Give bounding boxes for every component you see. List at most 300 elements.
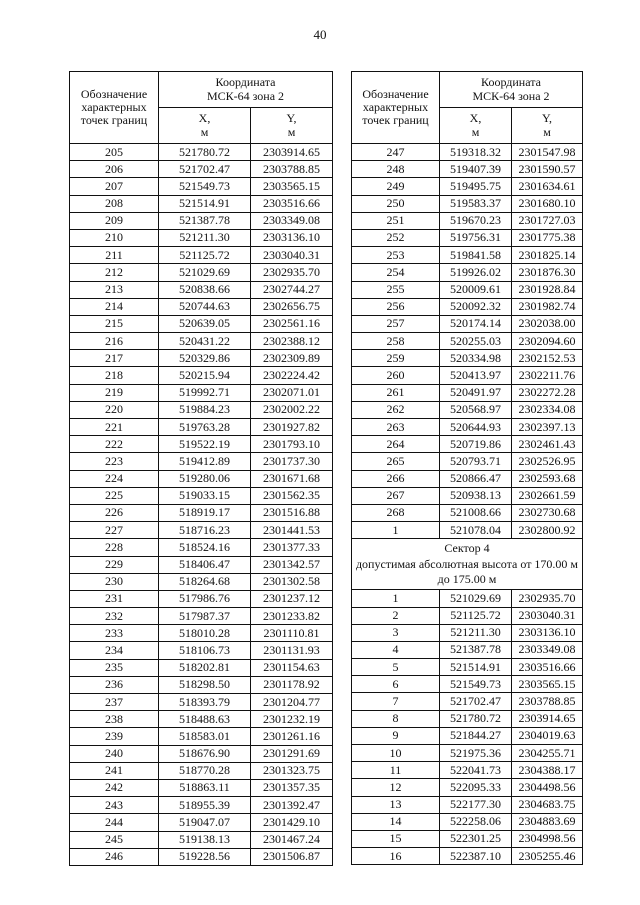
point-id-cell: 205 xyxy=(70,144,159,161)
y-unit: м xyxy=(543,124,551,139)
table-row xyxy=(352,315,583,332)
y-cell: 2303040.31 xyxy=(512,607,583,624)
y-cell: 2303136.10 xyxy=(512,624,583,641)
x-cell: 522041.73 xyxy=(440,762,512,779)
table-row xyxy=(70,229,333,246)
y-cell: 2303040.31 xyxy=(251,247,333,264)
y-header xyxy=(512,108,583,144)
coordinate-header xyxy=(159,72,333,108)
x-cell: 519992.71 xyxy=(159,384,251,401)
x-cell: 521514.91 xyxy=(159,195,251,212)
x-header xyxy=(440,108,512,144)
x-cell: 518106.73 xyxy=(159,642,251,659)
table-row xyxy=(352,745,583,762)
x-cell: 522095.33 xyxy=(440,779,512,796)
x-cell: 520255.03 xyxy=(440,333,512,350)
y-cell: 2303349.08 xyxy=(251,212,333,229)
y-cell: 2301154.63 xyxy=(251,659,333,676)
y-cell: 2301928.84 xyxy=(512,281,583,298)
point-id-cell: 249 xyxy=(352,178,440,195)
x-cell: 517987.37 xyxy=(159,608,251,625)
point-id-cell: 221 xyxy=(70,419,159,436)
coordinate-system-label: МСК-64 зона 2 xyxy=(206,88,285,103)
y-cell: 2301233.82 xyxy=(251,608,333,625)
point-id-cell: 265 xyxy=(352,453,440,470)
y-cell: 2301323.75 xyxy=(251,762,333,779)
x-cell: 521702.47 xyxy=(159,161,251,178)
y-cell: 2301131.93 xyxy=(251,642,333,659)
table-row xyxy=(352,659,583,676)
table-row xyxy=(352,453,583,470)
y-cell: 2304019.63 xyxy=(512,727,583,744)
table-row xyxy=(352,779,583,796)
point-id-cell: 238 xyxy=(70,711,159,728)
table-row xyxy=(352,590,583,607)
x-cell: 520009.61 xyxy=(440,281,512,298)
y-cell: 2303565.15 xyxy=(251,178,333,195)
y-cell: 2302071.01 xyxy=(251,384,333,401)
designation-header: Обозначение характерных точек границ xyxy=(352,72,440,144)
table-row xyxy=(70,779,333,796)
table-row xyxy=(70,384,333,401)
table-row xyxy=(352,796,583,813)
table-row xyxy=(352,848,583,865)
y-cell: 2301342.57 xyxy=(251,556,333,573)
point-id-cell: 222 xyxy=(70,436,159,453)
point-id-cell: 244 xyxy=(70,814,159,831)
y-cell: 2301261.16 xyxy=(251,728,333,745)
point-id-cell: 242 xyxy=(70,779,159,796)
point-id-cell: 237 xyxy=(70,694,159,711)
point-id-cell: 266 xyxy=(352,470,440,487)
y-cell: 2302152.53 xyxy=(512,350,583,367)
y-cell: 2301429.10 xyxy=(251,814,333,831)
x-cell: 520334.98 xyxy=(440,350,512,367)
y-cell: 2301291.69 xyxy=(251,745,333,762)
point-id-cell: 254 xyxy=(352,264,440,281)
x-cell: 518955.39 xyxy=(159,797,251,814)
point-id-cell: 235 xyxy=(70,659,159,676)
table-row xyxy=(70,676,333,693)
table-row xyxy=(352,161,583,178)
table-row xyxy=(352,298,583,315)
x-unit: м xyxy=(200,124,209,139)
x-cell: 522177.30 xyxy=(440,796,512,813)
x-unit: м xyxy=(471,124,480,139)
x-cell: 519884.23 xyxy=(159,401,251,418)
table-row xyxy=(70,522,333,539)
point-id-cell: 263 xyxy=(352,419,440,436)
y-cell: 2302656.75 xyxy=(251,298,333,315)
y-cell: 2303516.66 xyxy=(512,659,583,676)
y-cell: 2301237.12 xyxy=(251,590,333,607)
point-id-cell: 233 xyxy=(70,625,159,642)
point-id-cell: 206 xyxy=(70,161,159,178)
table-row xyxy=(70,694,333,711)
point-id-cell: 231 xyxy=(70,590,159,607)
table-row xyxy=(70,401,333,418)
point-id-cell: 220 xyxy=(70,401,159,418)
table-row xyxy=(352,212,583,229)
x-cell: 521514.91 xyxy=(440,659,512,676)
y-cell: 2302211.76 xyxy=(512,367,583,384)
table-row xyxy=(70,487,333,504)
x-cell: 520092.32 xyxy=(440,298,512,315)
coordinates-table-left xyxy=(69,71,333,866)
x-cell: 518488.63 xyxy=(159,711,251,728)
point-id-cell: 260 xyxy=(352,367,440,384)
point-id-cell: 5 xyxy=(352,659,440,676)
point-id-cell: 239 xyxy=(70,728,159,745)
x-cell: 520215.94 xyxy=(159,367,251,384)
point-id-cell: 226 xyxy=(70,504,159,521)
point-id-cell: 223 xyxy=(70,453,159,470)
x-label: X, xyxy=(469,111,482,126)
y-cell: 2302935.70 xyxy=(512,590,583,607)
x-cell: 520866.47 xyxy=(440,470,512,487)
sector-description: допустимая абсолютная высота от 170.00 м до 175.00 м xyxy=(355,556,579,587)
table-row xyxy=(352,264,583,281)
x-cell: 519047.07 xyxy=(159,814,251,831)
table-row xyxy=(70,264,333,281)
table-row xyxy=(70,504,333,521)
y-cell: 2302593.68 xyxy=(512,470,583,487)
x-cell: 518524.16 xyxy=(159,539,251,556)
table-row xyxy=(352,281,583,298)
point-id-cell: 229 xyxy=(70,556,159,573)
x-cell: 521125.72 xyxy=(440,607,512,624)
y-cell: 2301727.03 xyxy=(512,212,583,229)
point-id-cell: 210 xyxy=(70,229,159,246)
table-row xyxy=(352,384,583,401)
y-label: Y, xyxy=(541,111,553,126)
table-row xyxy=(70,590,333,607)
table-row xyxy=(70,315,333,332)
table-row xyxy=(70,831,333,848)
y-cell: 2304255.71 xyxy=(512,745,583,762)
point-id-cell: 207 xyxy=(70,178,159,195)
point-id-cell: 14 xyxy=(352,813,440,830)
table-row xyxy=(352,350,583,367)
table-row xyxy=(70,298,333,315)
table-row xyxy=(352,487,583,504)
y-cell: 2304683.75 xyxy=(512,796,583,813)
y-cell: 2302038.00 xyxy=(512,315,583,332)
coordinates-table-right xyxy=(351,71,583,865)
table-row xyxy=(352,333,583,350)
y-unit: м xyxy=(287,124,296,139)
point-id-cell: 247 xyxy=(352,144,440,161)
table-row xyxy=(70,573,333,590)
point-id-cell: 214 xyxy=(70,298,159,315)
table-row xyxy=(70,144,333,161)
table-row xyxy=(352,607,583,624)
y-cell: 2301302.58 xyxy=(251,573,333,590)
point-id-cell: 217 xyxy=(70,350,159,367)
x-cell: 519033.15 xyxy=(159,487,251,504)
x-cell: 518919.17 xyxy=(159,504,251,521)
table-row xyxy=(70,711,333,728)
y-cell: 2302002.22 xyxy=(251,401,333,418)
y-cell: 2304883.69 xyxy=(512,813,583,830)
x-cell: 521008.66 xyxy=(440,504,512,521)
point-id-cell: 4 xyxy=(352,641,440,658)
x-cell: 520644.93 xyxy=(440,419,512,436)
table-row xyxy=(352,195,583,212)
y-cell: 2301232.19 xyxy=(251,711,333,728)
point-id-cell: 215 xyxy=(70,315,159,332)
table-row xyxy=(352,178,583,195)
point-id-cell: 257 xyxy=(352,315,440,332)
point-id-cell: 267 xyxy=(352,487,440,504)
x-cell: 518010.28 xyxy=(159,625,251,642)
y-cell: 2301357.35 xyxy=(251,779,333,796)
y-cell: 2301775.38 xyxy=(512,229,583,246)
point-id-cell: 225 xyxy=(70,487,159,504)
y-cell: 2302388.12 xyxy=(251,333,333,350)
x-cell: 520793.71 xyxy=(440,453,512,470)
point-id-cell: 268 xyxy=(352,504,440,521)
table-row xyxy=(70,281,333,298)
y-cell: 2303788.85 xyxy=(251,161,333,178)
point-id-cell: 250 xyxy=(352,195,440,212)
y-header xyxy=(251,108,333,144)
y-cell: 2301547.98 xyxy=(512,144,583,161)
y-cell: 2301516.88 xyxy=(251,504,333,521)
y-cell: 2302272.28 xyxy=(512,384,583,401)
x-cell: 519926.02 xyxy=(440,264,512,281)
table-row xyxy=(352,419,583,436)
table-row xyxy=(70,436,333,453)
y-cell: 2301204.77 xyxy=(251,694,333,711)
table-row xyxy=(70,453,333,470)
table-row xyxy=(70,745,333,762)
table-row xyxy=(70,659,333,676)
x-cell: 520719.86 xyxy=(440,436,512,453)
y-cell: 2302526.95 xyxy=(512,453,583,470)
y-cell: 2301377.33 xyxy=(251,539,333,556)
left-table-body xyxy=(70,144,333,866)
y-cell: 2301671.68 xyxy=(251,470,333,487)
point-id-cell: 211 xyxy=(70,247,159,264)
x-cell: 522301.25 xyxy=(440,830,512,847)
y-cell: 2301680.10 xyxy=(512,195,583,212)
right-table-body xyxy=(352,144,583,865)
y-cell: 2301441.53 xyxy=(251,522,333,539)
x-cell: 520568.97 xyxy=(440,401,512,418)
table-row xyxy=(352,710,583,727)
table-row xyxy=(352,641,583,658)
coordinate-label: Координата xyxy=(481,75,541,90)
y-cell: 2303136.10 xyxy=(251,229,333,246)
point-id-cell: 227 xyxy=(70,522,159,539)
y-cell: 2302334.08 xyxy=(512,401,583,418)
point-id-cell: 212 xyxy=(70,264,159,281)
x-cell: 518583.01 xyxy=(159,728,251,745)
x-cell: 521780.72 xyxy=(159,144,251,161)
coordinate-label: Координата xyxy=(215,75,276,90)
point-id-cell: 8 xyxy=(352,710,440,727)
point-id-cell: 245 xyxy=(70,831,159,848)
x-cell: 519522.19 xyxy=(159,436,251,453)
x-cell: 520838.66 xyxy=(159,281,251,298)
point-id-cell: 246 xyxy=(70,848,159,865)
table-row xyxy=(70,539,333,556)
x-cell: 519280.06 xyxy=(159,470,251,487)
point-id-cell: 241 xyxy=(70,762,159,779)
table-row xyxy=(352,367,583,384)
y-cell: 2302744.27 xyxy=(251,281,333,298)
point-id-cell: 243 xyxy=(70,797,159,814)
table-row xyxy=(70,814,333,831)
y-cell: 2302224.42 xyxy=(251,367,333,384)
point-id-cell: 261 xyxy=(352,384,440,401)
table-row xyxy=(352,693,583,710)
x-cell: 521387.78 xyxy=(440,641,512,658)
table-row xyxy=(70,797,333,814)
point-id-cell: 224 xyxy=(70,470,159,487)
x-cell: 519138.13 xyxy=(159,831,251,848)
page-number: 40 xyxy=(313,27,327,42)
x-cell: 520431.22 xyxy=(159,333,251,350)
x-cell: 521029.69 xyxy=(440,590,512,607)
x-cell: 521125.72 xyxy=(159,247,251,264)
x-cell: 518406.47 xyxy=(159,556,251,573)
x-cell: 519318.32 xyxy=(440,144,512,161)
y-cell: 2303565.15 xyxy=(512,676,583,693)
point-id-cell: 252 xyxy=(352,229,440,246)
x-cell: 520938.13 xyxy=(440,487,512,504)
y-cell: 2301825.14 xyxy=(512,247,583,264)
x-cell: 520491.97 xyxy=(440,384,512,401)
x-cell: 519407.39 xyxy=(440,161,512,178)
table-row xyxy=(70,350,333,367)
y-cell: 2301110.81 xyxy=(251,625,333,642)
point-id-cell: 251 xyxy=(352,212,440,229)
y-cell: 2301634.61 xyxy=(512,178,583,195)
x-cell: 521549.73 xyxy=(440,676,512,693)
x-cell: 521844.27 xyxy=(440,727,512,744)
point-id-cell: 7 xyxy=(352,693,440,710)
x-cell: 520174.14 xyxy=(440,315,512,332)
sector-header-row xyxy=(352,539,583,590)
x-cell: 520413.97 xyxy=(440,367,512,384)
coordinate-system-label: МСК-64 зона 2 xyxy=(472,88,550,103)
y-cell: 2302935.70 xyxy=(251,264,333,281)
table-row xyxy=(70,728,333,745)
table-row xyxy=(70,608,333,625)
sector-header xyxy=(352,539,583,590)
table-row xyxy=(70,470,333,487)
x-cell: 521702.47 xyxy=(440,693,512,710)
x-cell: 517986.76 xyxy=(159,590,251,607)
y-cell: 2303914.65 xyxy=(512,710,583,727)
x-cell: 518770.28 xyxy=(159,762,251,779)
x-cell: 518202.81 xyxy=(159,659,251,676)
table-row xyxy=(70,247,333,264)
point-id-cell: 216 xyxy=(70,333,159,350)
x-cell: 519841.58 xyxy=(440,247,512,264)
y-cell: 2303788.85 xyxy=(512,693,583,710)
table-row xyxy=(70,642,333,659)
y-cell: 2302397.13 xyxy=(512,419,583,436)
table-row xyxy=(70,333,333,350)
y-cell: 2301590.57 xyxy=(512,161,583,178)
x-header xyxy=(159,108,251,144)
point-id-cell: 255 xyxy=(352,281,440,298)
point-id-cell: 16 xyxy=(352,848,440,865)
point-id-cell: 208 xyxy=(70,195,159,212)
table-row xyxy=(70,195,333,212)
point-id-cell: 1 xyxy=(352,590,440,607)
table-row xyxy=(352,436,583,453)
point-id-cell: 209 xyxy=(70,212,159,229)
point-id-cell: 3 xyxy=(352,624,440,641)
coordinate-header xyxy=(440,72,583,108)
table-row xyxy=(352,504,583,521)
point-id-cell: 13 xyxy=(352,796,440,813)
y-cell: 2301392.47 xyxy=(251,797,333,814)
point-id-cell: 12 xyxy=(352,779,440,796)
point-id-cell: 240 xyxy=(70,745,159,762)
point-id-cell: 236 xyxy=(70,676,159,693)
y-cell: 2302309.89 xyxy=(251,350,333,367)
table-row xyxy=(352,401,583,418)
x-cell: 518863.11 xyxy=(159,779,251,796)
point-id-cell: 264 xyxy=(352,436,440,453)
y-cell: 2301467.24 xyxy=(251,831,333,848)
y-label: Y, xyxy=(286,111,297,126)
x-cell: 518264.68 xyxy=(159,573,251,590)
table-row xyxy=(352,727,583,744)
x-cell: 522387.10 xyxy=(440,848,512,865)
y-cell: 2304388.17 xyxy=(512,762,583,779)
y-cell: 2303914.65 xyxy=(251,144,333,161)
table-row xyxy=(352,676,583,693)
table-row xyxy=(70,625,333,642)
point-id-cell: 9 xyxy=(352,727,440,744)
y-cell: 2304498.56 xyxy=(512,779,583,796)
x-cell: 522258.06 xyxy=(440,813,512,830)
point-id-cell: 234 xyxy=(70,642,159,659)
point-id-cell: 256 xyxy=(352,298,440,315)
x-cell: 521387.78 xyxy=(159,212,251,229)
point-id-cell: 15 xyxy=(352,830,440,847)
point-id-cell: 253 xyxy=(352,247,440,264)
table-row xyxy=(352,522,583,539)
table-row xyxy=(70,367,333,384)
table-row xyxy=(70,178,333,195)
table-row xyxy=(70,556,333,573)
x-cell: 520744.63 xyxy=(159,298,251,315)
x-cell: 518676.90 xyxy=(159,745,251,762)
x-cell: 519670.23 xyxy=(440,212,512,229)
x-cell: 519228.56 xyxy=(159,848,251,865)
x-cell: 520329.86 xyxy=(159,350,251,367)
x-cell: 521211.30 xyxy=(159,229,251,246)
y-cell: 2303349.08 xyxy=(512,641,583,658)
y-cell: 2301737.30 xyxy=(251,453,333,470)
designation-header: Обозначение характерных точек границ xyxy=(70,72,159,144)
x-label: X, xyxy=(198,111,211,126)
x-cell: 521549.73 xyxy=(159,178,251,195)
x-cell: 518298.50 xyxy=(159,676,251,693)
x-cell: 521780.72 xyxy=(440,710,512,727)
y-cell: 2301562.35 xyxy=(251,487,333,504)
table-row xyxy=(352,144,583,161)
table-row xyxy=(70,161,333,178)
x-cell: 519763.28 xyxy=(159,419,251,436)
